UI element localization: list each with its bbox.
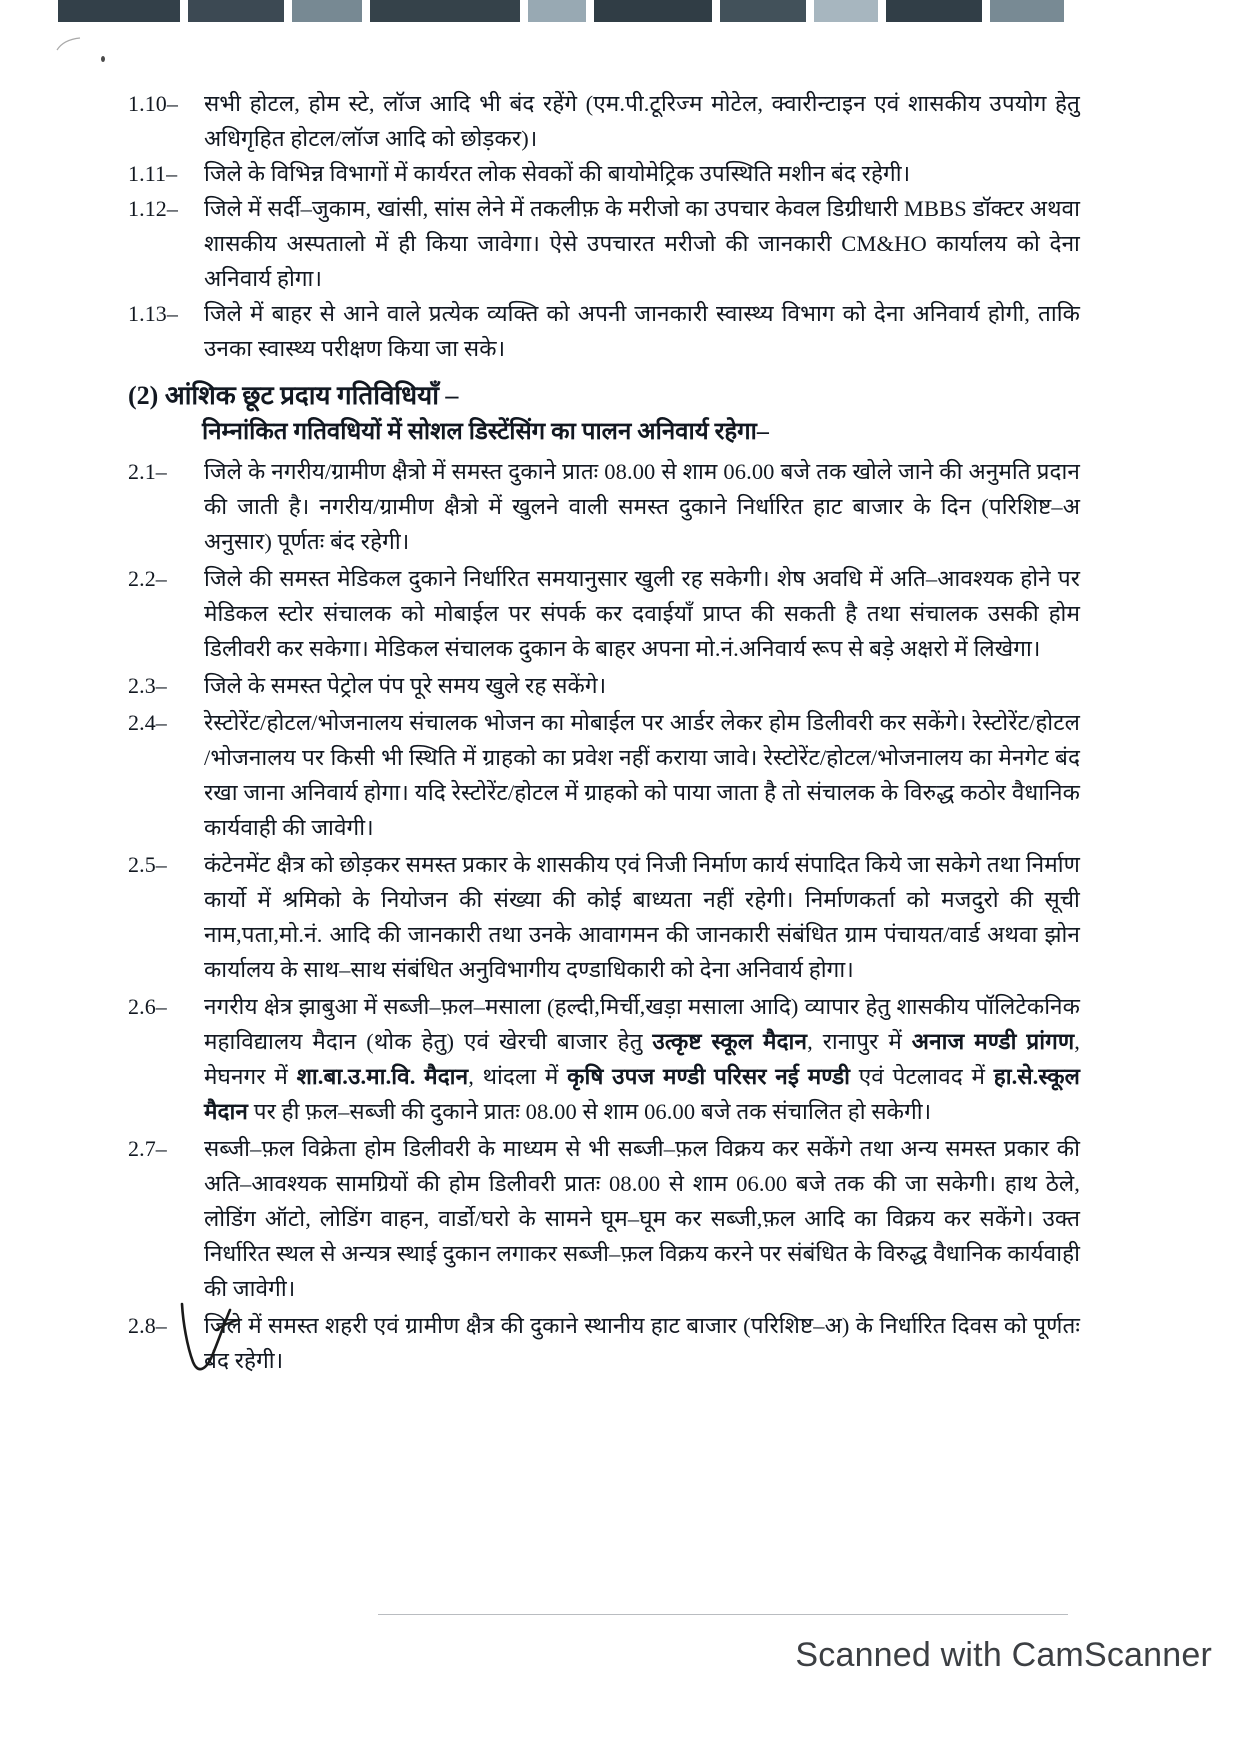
clause-number: 1.13– xyxy=(128,301,178,326)
clause-fragment: एवं पेटलावद में xyxy=(850,1064,994,1089)
clause-emphasis: हा.से.स्कूल मैदान xyxy=(204,1064,1080,1124)
footer-divider xyxy=(378,1614,1068,1615)
clause-text: रेस्टोरेंट​/​होटल​/​भोजनालय संचालक भोजन का मोबाईल पर आर्डर लेकर होम डिलीवरी कर सकेंगे। रेस्टोरेंट​/​होटल​/​भोजनालय पर किसी भी स्थिति में ग्राहको का प्रवेश नहीं कराया जावे। रेस्टोरेंट​/​होटल​/​भोजनालय का मेनगेट बंद रखा जाना अनिवार्य होगा। यदि रेस्टोरेंट​/​होटल में ग्राहको को पाया जाता है तो संचालक के विरुद्ध कठोर वैधानिक कार्यवाही की जावेगी। xyxy=(204,710,1080,840)
clause-text: जिले के नगरीय​/​ग्रामीण क्षैत्रो में समस्त दुकाने प्रातः 08.00 से शाम 06.00 बजे तक खोले जाने की अनुमति प्रदान की जाती है। नगरीय​/​ग्रामीण क्षैत्रो में खुलने वाली समस्त दुकाने निर्धारित हाट बाजार के दिन (परिशिष्ट–अ अनुसार) पूर्णतः बंद रहेगी। xyxy=(204,459,1080,554)
clause-item xyxy=(128,989,1080,1129)
section-heading: (2) आंशिक छूट प्रदाय गतिविधियॉं – xyxy=(128,381,459,410)
clause-item xyxy=(128,561,1080,666)
clause-text: सभी होटल, होम स्टे, लॉज आदि भी बंद रहेंगे (एम.पी.टूरिज्म मोटेल, क्वारीन्टाइन एवं शासकीय उपयोग हेतु अधिगृहित होटल​/​लॉज आदि को छोड़कर)। xyxy=(204,91,1080,151)
clause-fragment: , मेघनगर में xyxy=(204,1029,1081,1089)
ink-dot xyxy=(101,56,105,62)
clause-number: 2.8– xyxy=(128,1313,167,1338)
clause-fragment: , थांदला में xyxy=(468,1064,568,1089)
clause-emphasis: कृषि उपज मण्डी परिसर नई मण्डी xyxy=(567,1064,851,1089)
clause-fragment: , रानापुर में xyxy=(807,1029,912,1054)
clause-emphasis: शा.बा.उ.मा.वि. मैदान xyxy=(296,1064,469,1089)
section-heading-block xyxy=(128,378,1080,450)
clause-text: जिले के विभिन्न विभागों में कार्यरत लोक सेवकों की बायोमेट्रिक उपस्थिति मशीन बंद रहेगी। xyxy=(204,161,911,186)
clause-item xyxy=(128,705,1080,845)
clause-text: जिले में बाहर से आने वाले प्रत्येक व्यक्ति को अपनी जानकारी स्वास्थ्य विभाग को देना अनिवार्य होगी, ताकि उनका स्वास्थ्य परीक्षण किया जा सके। xyxy=(204,301,1080,361)
clause-emphasis: उत्कृष्ट स्कूल मैदान xyxy=(652,1029,808,1054)
handwritten-signature xyxy=(176,1300,246,1380)
clause-text: जिले की समस्त मेडिकल दुकाने निर्धारित समयानुसार खुली रह सकेगी। शेष अवधि में अति–आवश्यक होने पर मेडिकल स्टोर संचालक को मोबाईल पर संपर्क कर दवाईयाँ प्राप्त की सकती है तथा संचालक उसकी होम डिलीवरी कर सकेगा। मेडिकल संचालक दुकान के बाहर अपना मो.नं.अनिवार्य रूप से बड़े अक्षरो में लिखेगा। xyxy=(204,566,1080,661)
clause-fragment: नगरीय क्षेत्र झाबुआ में सब्जी–फ़ल–मसाला (हल्दी,मिर्ची,खड़ा मसाला आदि) व्यापार हेतु शासकीय पॉलिटेकनिक महाविद्यालय मैदान (थोक हेतु) एवं खेरची बाजार हेतु xyxy=(204,994,1080,1054)
clause-text-rich xyxy=(204,989,1080,1129)
clause-number: 2.7– xyxy=(128,1136,167,1161)
clause-item xyxy=(128,191,1080,296)
clause-fragment: पर ही फ़ल–सब्जी की दुकाने प्रातः 08.00 से शाम 06.00 बजे तक संचालित हो सकेगी। xyxy=(248,1099,932,1124)
clause-item xyxy=(128,156,1080,191)
scan-edge-artifact-strip xyxy=(0,0,1240,22)
section-subheading: निम्नांकित गतिवधियों में सोशल डिस्टेंसिंग का पालन अनिवार्य रहेगा– xyxy=(202,419,769,445)
clause-text: जिले में समस्त शहरी एवं ग्रामीण क्षैत्र की दुकाने स्थानीय हाट बाजार (परिशिष्ट–अ) के निर्धारित दिवस को पूर्णतः बंद रहेगी। xyxy=(204,1313,1080,1373)
clause-number: 2.4– xyxy=(128,710,167,735)
clause-text: जिले के समस्त पेट्रोल पंप पूरे समय खुले रह सकेंगे। xyxy=(204,673,607,698)
stray-ink-mark xyxy=(56,36,82,54)
clause-item xyxy=(128,454,1080,559)
clause-emphasis: अनाज मण्डी प्रांगण xyxy=(911,1029,1075,1054)
clause-list-1 xyxy=(128,86,1080,366)
clause-number: 2.1– xyxy=(128,459,167,484)
clause-text: जिले में सर्दी–जुकाम, खांसी, सांस लेने में तकलीफ़ के मरीजो का उपचार केवल डिग्रीधारी MBBS डॉक्टर अथवा शासकीय अस्पतालो में ही किया जावेगा। ऐसे उपचारत मरीजो की जानकारी CM&HO कार्यालय को देना अनिवार्य होगा। xyxy=(204,196,1080,291)
clause-number: 1.10– xyxy=(128,91,178,116)
document-body xyxy=(128,86,1080,1380)
clause-number: 2.6– xyxy=(128,994,167,1019)
clause-number: 2.5– xyxy=(128,852,167,877)
clause-item xyxy=(128,668,1080,703)
clause-number: 1.12– xyxy=(128,196,178,221)
clause-item xyxy=(128,1308,1080,1378)
camscanner-watermark: Scanned with CamScanner xyxy=(795,1636,1212,1674)
clause-item xyxy=(128,86,1080,156)
clause-item xyxy=(128,1131,1080,1306)
clause-list-2 xyxy=(128,454,1080,1378)
clause-number: 2.3– xyxy=(128,673,167,698)
clause-item xyxy=(128,296,1080,366)
clause-text: कंटेनमेंट क्षैत्र को छोड़कर समस्त प्रकार के शासकीय एवं निजी निर्माण कार्य संपादित किये जा सकेगे तथा निर्माण कार्यो में श्रमिको के नियोजन की संख्या की कोई बाध्यता नहीं रहेगी। निर्माणकर्ता को मजदुरो की सूची नाम,पता,मो.नं. आदि की जानकारी तथा उनके आवागमन की जानकारी संबंधित ग्राम पंचायत​/​वार्ड अथवा झोन कार्यालय के साथ–साथ संबंधित अनुविभागीय दण्डाधिकारी को देना अनिवार्य होगा। xyxy=(204,852,1080,982)
clause-number: 1.11– xyxy=(128,161,178,186)
clause-item xyxy=(128,847,1080,987)
clause-text: सब्जी–फ़ल विक्रेता होम डिलीवरी के माध्यम से भी सब्जी–फ़ल विक्रय कर सकेंगे तथा अन्य समस्त प्रकार की अति–आवश्यक सामग्रियों की होम डिलीवरी प्रातः 08.00 से शाम 06.00 बजे तक की जा सकेगी। हाथ ठेले, लोडिंग ऑटो, लोडिंग वाहन, वार्डो​/​घरो के सामने घूम–घूम कर सब्जी,फ़ल आदि का विक्रय कर सकेंगे। उक्त निर्धारित स्थल से अन्यत्र स्थाई दुकान लगाकर सब्जी–फ़ल विक्रय करने पर संबंधित के विरुद्ध वैधानिक कार्यवाही की जावेगी। xyxy=(204,1136,1080,1301)
clause-number: 2.2– xyxy=(128,566,167,591)
